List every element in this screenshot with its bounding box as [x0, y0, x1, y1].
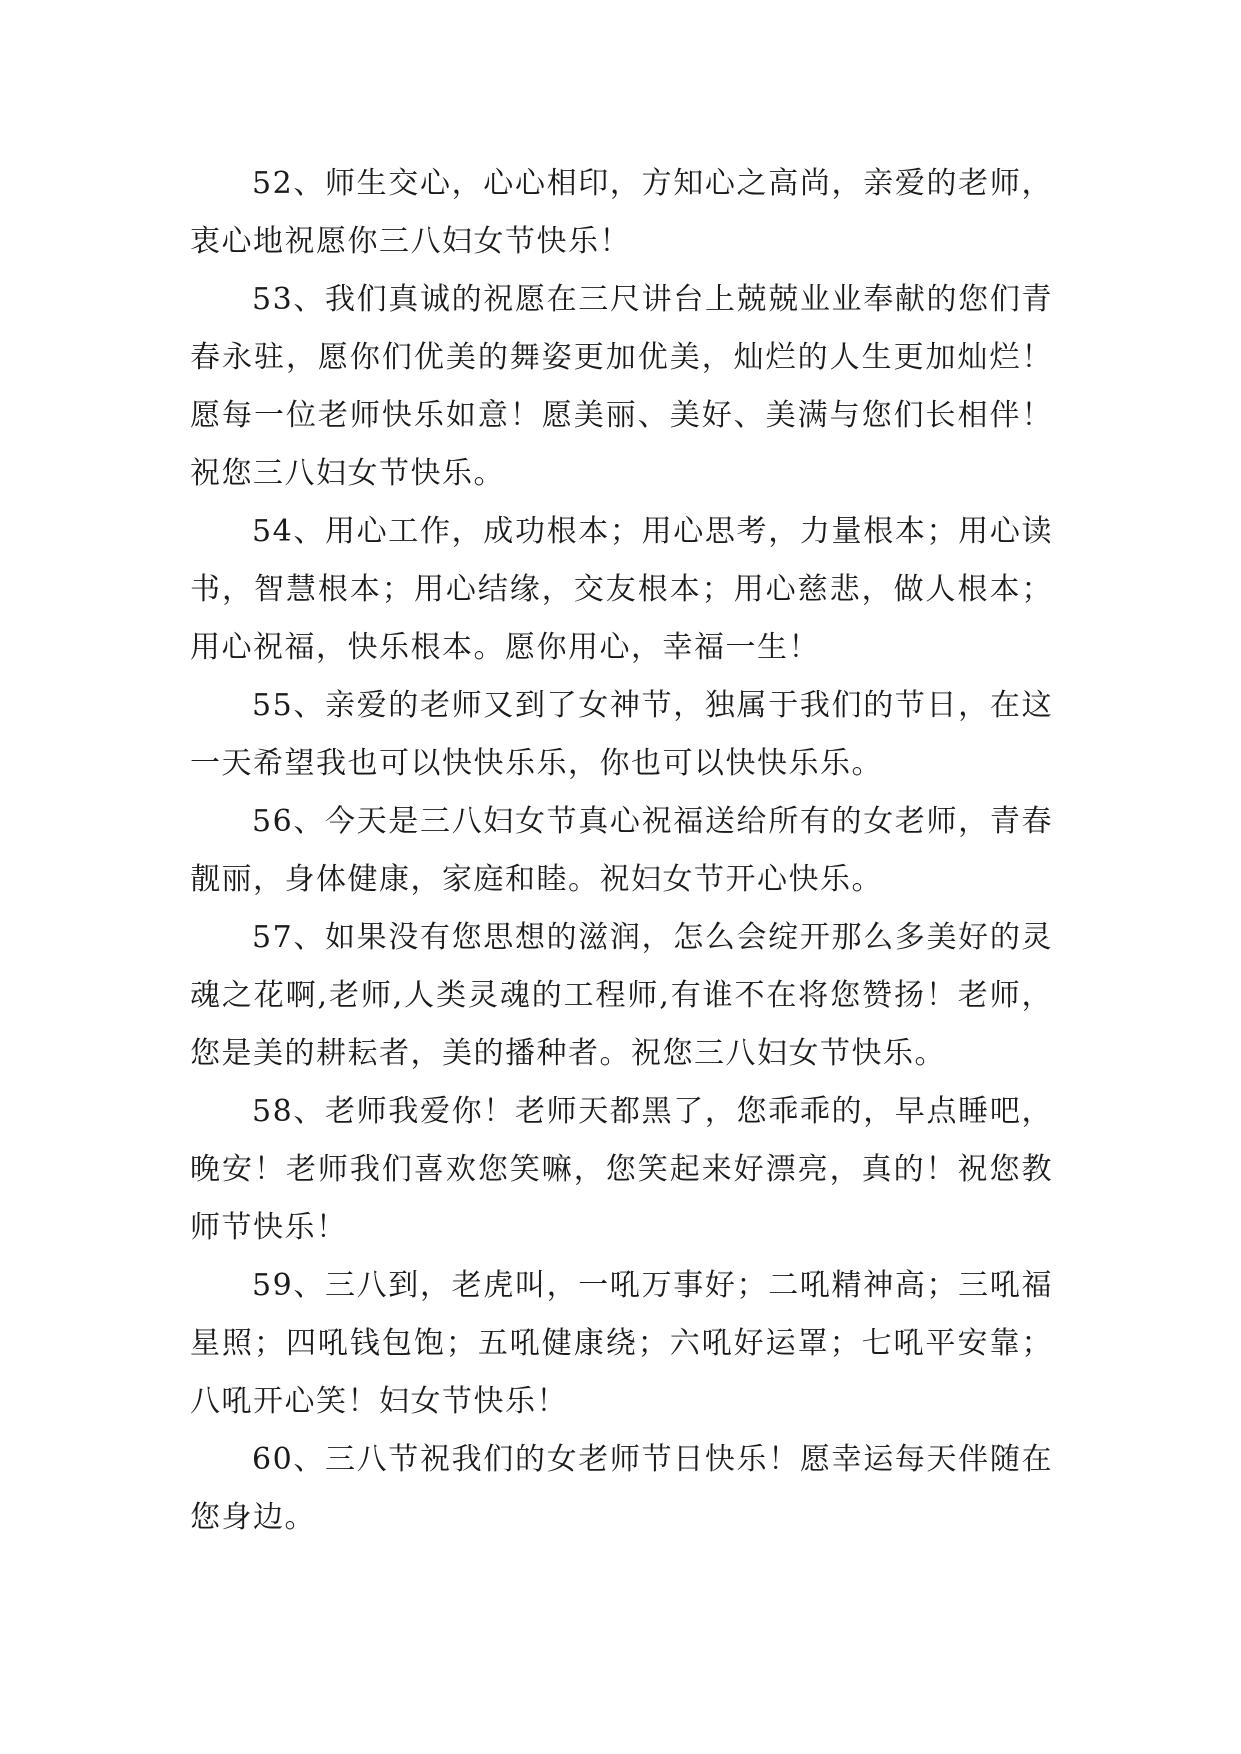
paragraph-54: 54、用心工作，成功根本；用心思考，力量根本；用心读书，智慧根本；用心结缘，交友根本；用心慈悲，做人根本；用心祝福，快乐根本。愿你用心，幸福一生！: [190, 514, 1053, 665]
paragraph-52: 52、师生交心，心心相印，方知心之高尚，亲爱的老师，衷心地祝愿你三八妇女节快乐！: [190, 166, 1053, 259]
paragraph-57: 57、如果没有您思想的滋润，怎么会绽开那么多美好的灵魂之花啊,老师,人类灵魂的工程师,有谁不在将您赞扬！老师，您是美的耕耘者，美的播种者。祝您三八妇女节快乐。: [190, 920, 1053, 1071]
paragraph-53: 53、我们真诚的祝愿在三尺讲台上兢兢业业奉献的您们青春永驻，愿你们优美的舞姿更加优美，灿烂的人生更加灿烂！愿每一位老师快乐如意！愿美丽、美好、美满与您们长相伴！祝您三八妇女节快乐。: [190, 282, 1053, 491]
document-body: [190, 155, 1053, 1547]
paragraph-55: 55、亲爱的老师又到了女神节，独属于我们的节日，在这一天希望我也可以快快乐乐，你也可以快快乐乐。: [190, 688, 1053, 781]
paragraph-58: 58、老师我爱你！老师天都黑了，您乖乖的，早点睡吧，晚安！老师我们喜欢您笑嘛，您笑起来好漂亮，真的！祝您教师节快乐！: [190, 1094, 1053, 1245]
paragraph-56: 56、今天是三八妇女节真心祝福送给所有的女老师，青春靓丽，身体健康，家庭和睦。祝妇女节开心快乐。: [190, 804, 1053, 897]
paragraph-60: 60、三八节祝我们的女老师节日快乐！愿幸运每天伴随在您身边。: [190, 1442, 1053, 1535]
paragraph-59: 59、三八到，老虎叫，一吼万事好；二吼精神高；三吼福星照；四吼钱包饱；五吼健康绕；六吼好运罩；七吼平安靠；八吼开心笑！妇女节快乐！: [190, 1268, 1053, 1419]
